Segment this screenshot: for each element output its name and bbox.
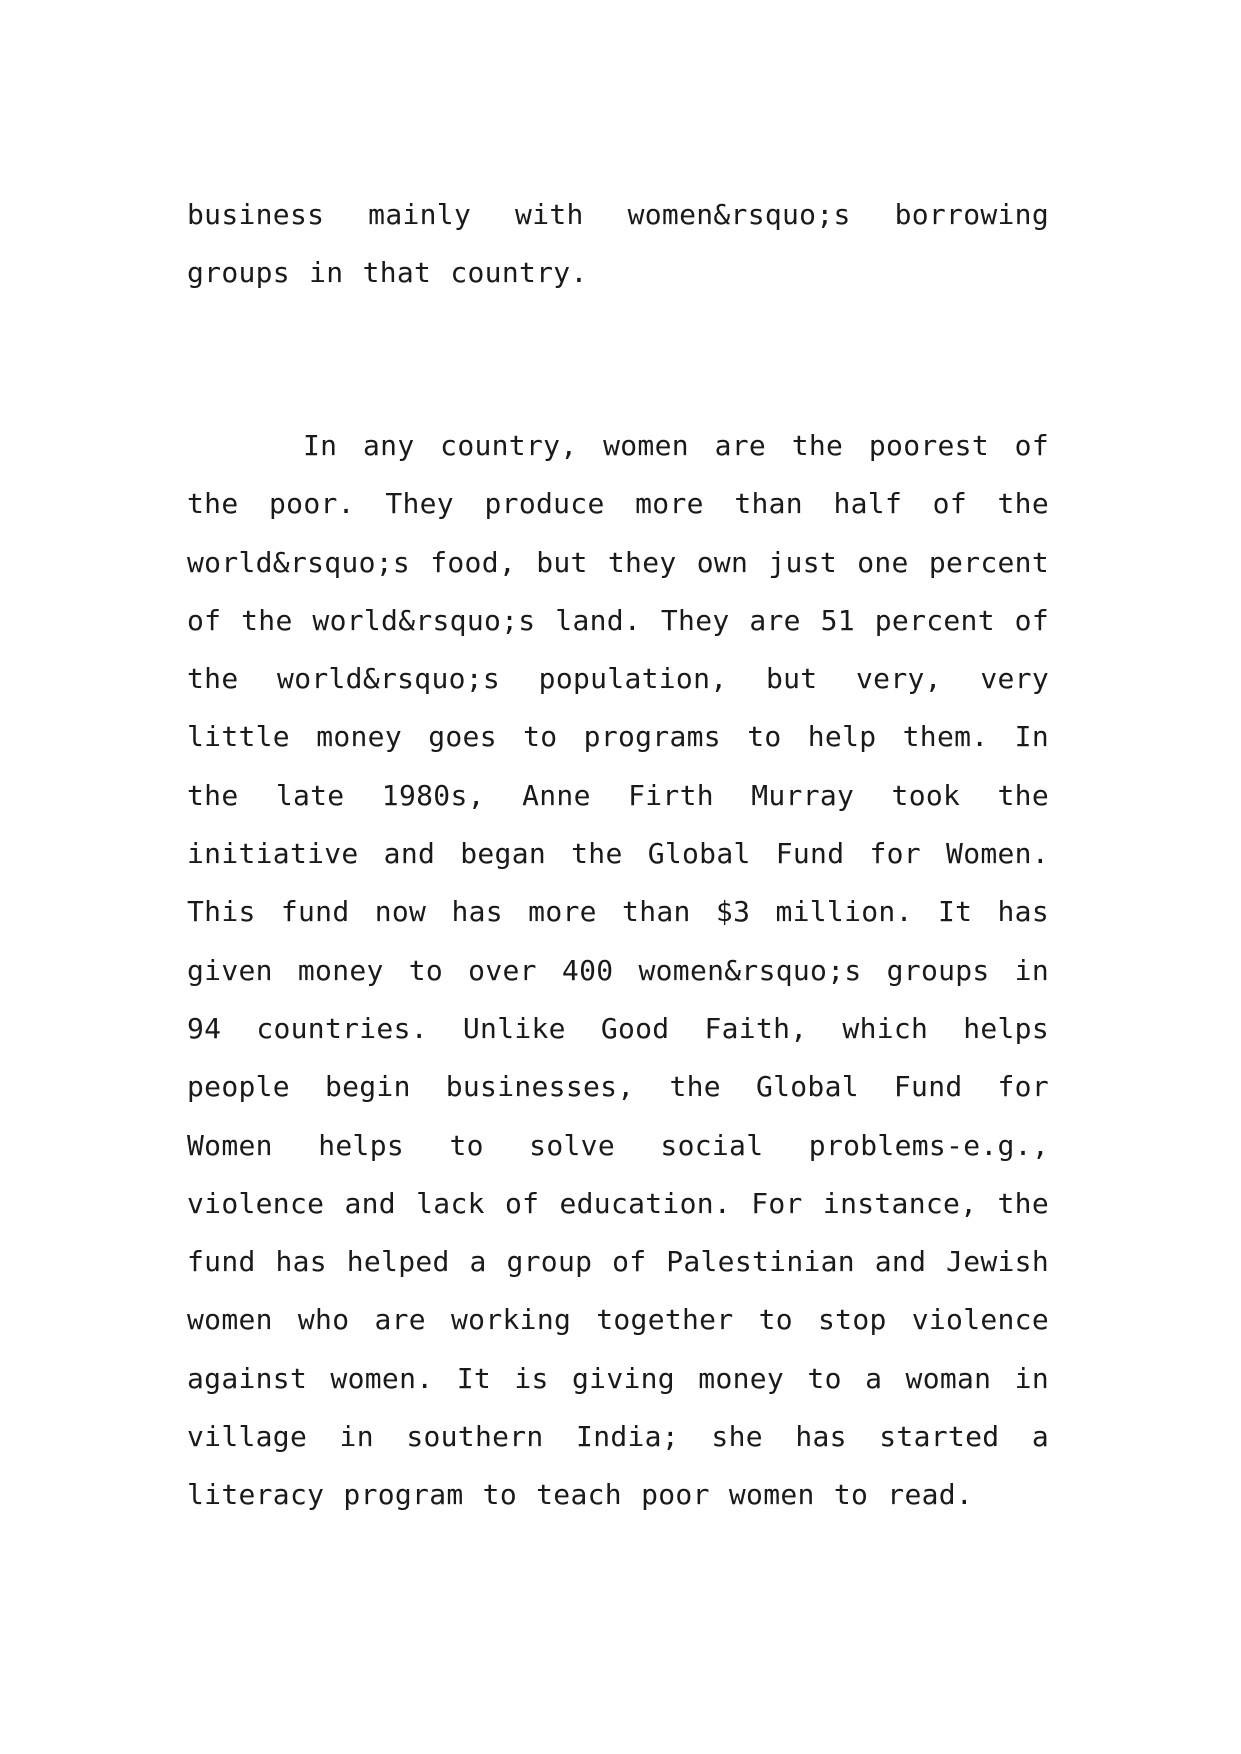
- paragraph-continuation: business mainly with women&rsquo;s borrowing groups in that country.: [187, 198, 1049, 290]
- paragraph-global-fund: In any country, women are the poorest of the poor. They produce more than half of the world&rsquo;s food, but they own just one percent of the world&rsquo;s land. They are 51 percent of the world&rsquo;s population, but very, very little money goes to programs to help them. In the late 1980s, Anne Firth Murray took the initiative and began the Global Fund for Women. This fund now has more than $3 million. It has given money to over 400 women&rsquo;s groups in 94 countries. Unlike Good Faith, which helps people begin businesses, the Global Fund for Women helps to solve social problems-e.g., violence and lack of education. For instance, the fund has helped a group of Palestinian and Jewish women who are working together to stop violence against women. It is giving money to a woman in village in southern India; she has started a literacy program to teach poor women to read.: [187, 429, 1049, 1512]
